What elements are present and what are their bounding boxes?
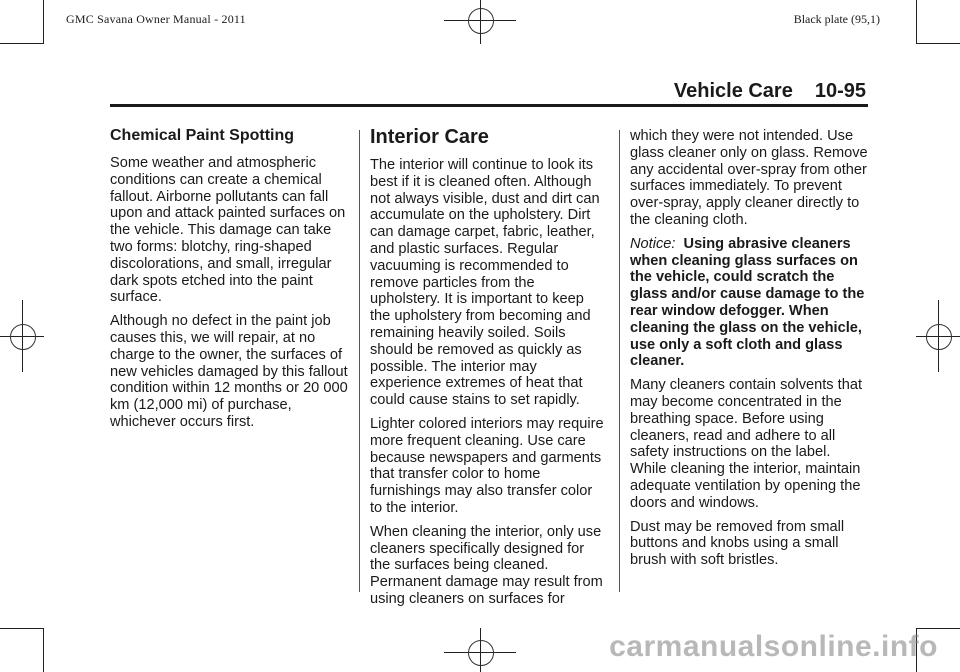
crop-mark-bottom-left-h (0, 628, 44, 629)
crop-mark-top-left-v (43, 0, 44, 44)
column-divider (359, 130, 360, 592)
paragraph: which they were not intended. Use glass cleaner only on glass. Remove any accidental over-spray from other surfaces immediately. To prevent over-spray, apply cleaner directly to the cleaning cloth. (630, 128, 868, 228)
crop-mark-top-left-h (0, 43, 44, 44)
column-1 (110, 126, 348, 438)
crop-mark-bottom-right-h (916, 628, 960, 629)
column-3 (630, 128, 868, 576)
column-2 (370, 126, 608, 615)
column-divider (619, 130, 620, 592)
running-header-right: Black plate (95,1) (793, 12, 880, 26)
paragraph: Dust may be removed from small buttons and knobs using a small brush with soft bristles. (630, 518, 845, 569)
page-header (674, 80, 866, 103)
paragraph: The interior will continue to look its best if it is cleaned often. Although not always visible, dust and dirt can accumulate on the upholstery. Dirt can damage carpet, fabric, leather, and plastic surfaces. Regular vacuuming is recommended to remove particles from the upholstery. It is important to keep the upholstery from becoming and remaining heavily soiled. Soils should be removed as quickly as possible. The interior may experience extremes of heat that could cause stains to set rapidly. (370, 157, 600, 409)
crop-mark-bottom-left-v (43, 628, 44, 672)
paragraph: Some weather and atmospheric conditions can create a chemical fallout. Airborne pollutants can fall upon and attack painted surfaces on the vehicle. This damage can take two forms: blotchy, ring-shaped discolorations, and small, irregular dark spots etched into the paint surface. (110, 155, 346, 306)
heading-interior-care: Interior Care (370, 126, 489, 148)
running-header-left: GMC Savana Owner Manual - 2011 (66, 12, 246, 26)
paragraph: Many cleaners contain solvents that may become concentrated in the breathing space. Before using cleaners, read and adhere to all safety instructions on the label. While cleaning the interior, maintain adequate ventilation by opening the doors and windows. (630, 377, 863, 511)
section-title: Vehicle Care (673, 80, 793, 102)
notice-text: Using abrasive cleaners when cleaning glass surfaces on the vehicle, could scratch the glass and/or cause damage to the rear window defogger. When cleaning the glass on the vehicle, use only a soft cloth and glass cleaner. (630, 235, 865, 370)
page-number: 10-95 (814, 80, 866, 102)
crop-mark-top-right-v (916, 0, 917, 44)
notice-label: Notice: (630, 235, 676, 252)
header-rule (110, 104, 868, 107)
paragraph: When cleaning the interior, only use cleaners specifically designed for the surfaces being cleaned. Permanent damage may result from using cleaners on surfaces for (370, 523, 603, 607)
notice (630, 236, 868, 370)
heading-chemical-paint-spotting: Chemical Paint Spotting (110, 127, 295, 144)
paragraph: Lighter colored interiors may require more frequent cleaning. Use care because newspapers and garments that transfer color to home furnishings may also transfer color to the interior. (370, 415, 604, 516)
watermark[interactable]: carmanualsonline.info (609, 630, 938, 663)
crop-mark-top-right-h (916, 43, 960, 44)
paragraph: Although no defect in the paint job causes this, we will repair, at no charge to the owner, the surfaces of new vehicles damaged by this fallout condition within 12 months or 20 000 km (12,000 mi) of purchase, whichever occurs first. (110, 313, 348, 430)
